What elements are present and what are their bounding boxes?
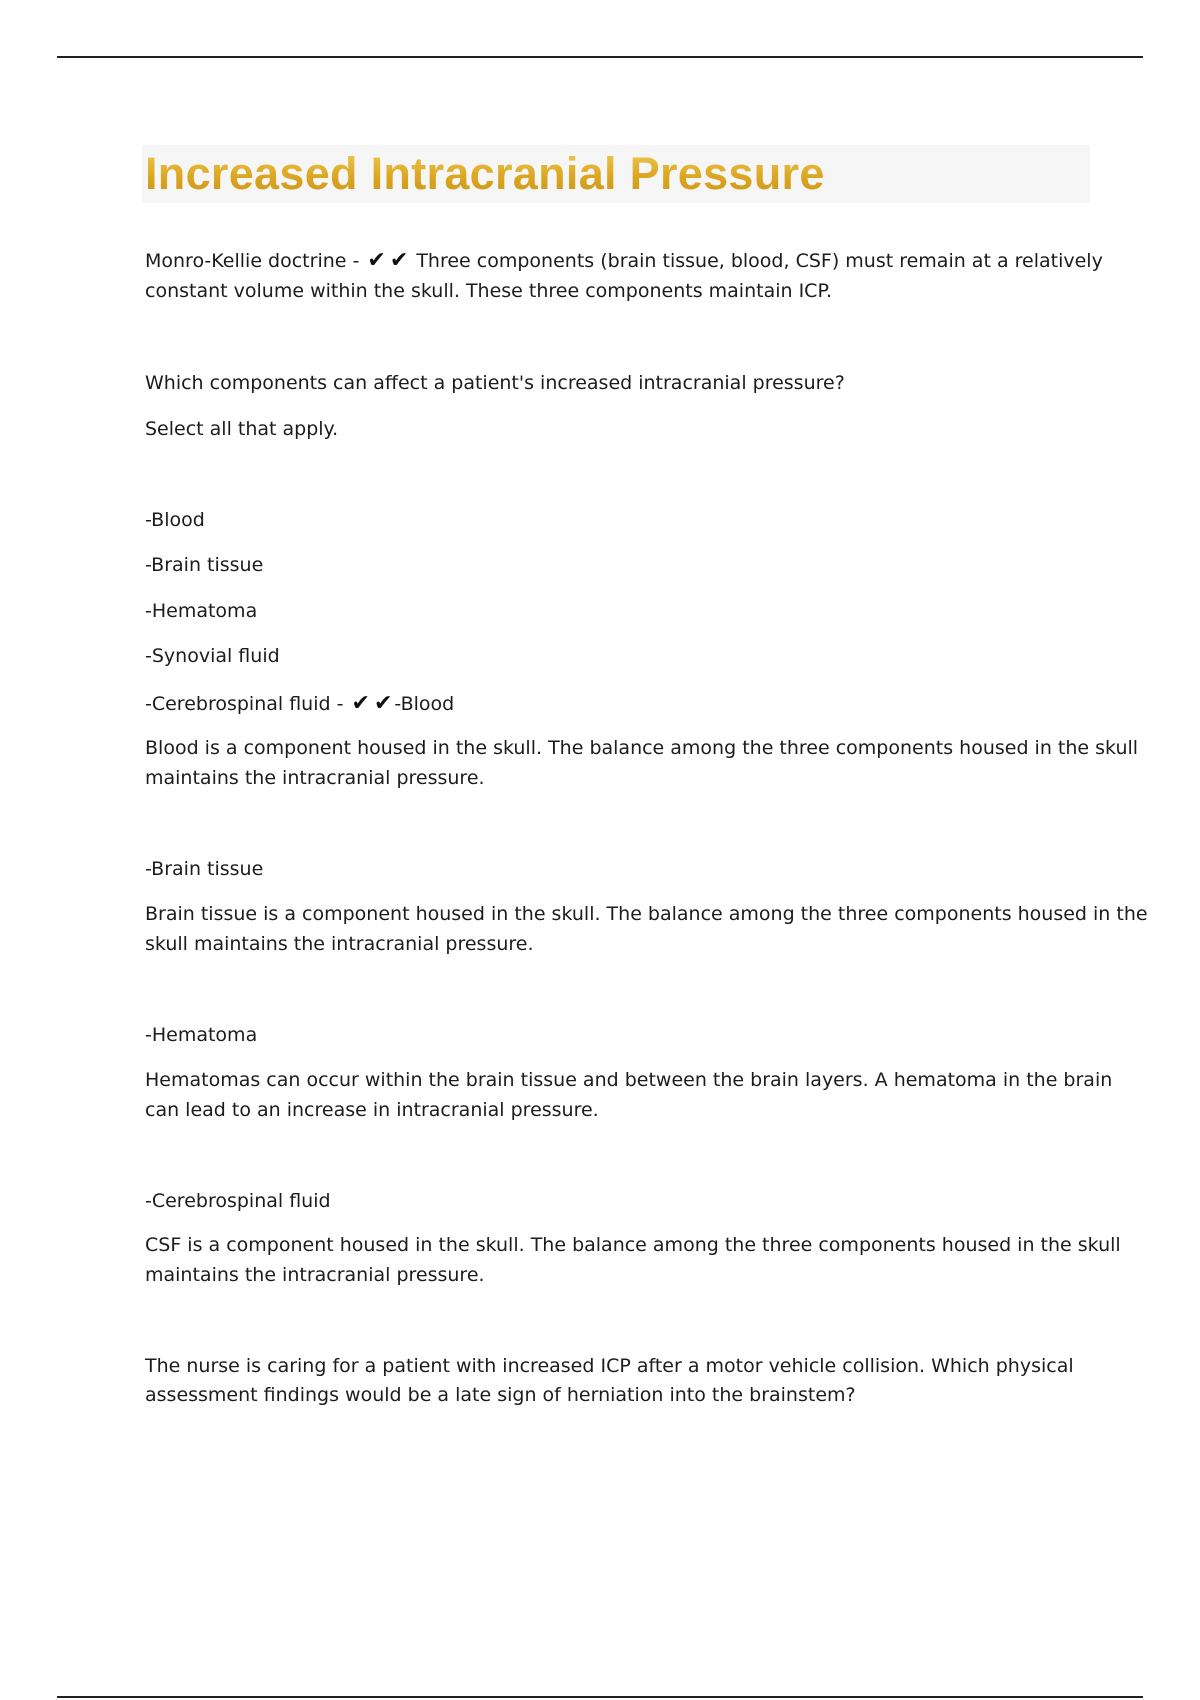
explanation-heading-hematoma: -Hematoma <box>145 1024 258 1046</box>
check-icon: ✔ <box>389 248 409 273</box>
explanation-heading-csf: -Cerebrospinal fluid <box>145 1190 331 1212</box>
option-cerebrospinal-fluid <box>145 689 1100 719</box>
answer-label: -Blood <box>394 693 455 715</box>
question-1-instruction: Select all that apply. <box>145 418 339 440</box>
explanation-csf-1: CSF is a component housed in the skull. The balance among the three components housed in the skull <box>145 1234 1121 1256</box>
page-title: Increased Intracranial Pressure <box>145 145 825 203</box>
monro-definition-2: constant volume within the skull. These three components maintain ICP. <box>145 280 832 302</box>
explanation-hematoma-2: can lead to an increase in intracranial pressure. <box>145 1099 599 1121</box>
explanation-hematoma-1: Hematomas can occur within the brain tissue and between the brain layers. A hematoma in the brain <box>145 1069 1113 1091</box>
monro-definition-1: Three components (brain tissue, blood, CSF) must remain at a relatively <box>416 250 1103 272</box>
option-hematoma: -Hematoma <box>145 600 258 622</box>
question-2-line-2: assessment findings would be a late sign of herniation into the brainstem? <box>145 1384 856 1406</box>
monro-term: Monro-Kellie doctrine - <box>145 250 360 272</box>
top-rule <box>57 56 1143 58</box>
option-blood: -Blood <box>145 509 205 531</box>
check-icon: ✔ <box>367 248 386 273</box>
explanation-brain-tissue-2: skull maintains the intracranial pressure. <box>145 933 534 955</box>
explanation-csf-2: maintains the intracranial pressure. <box>145 1264 485 1286</box>
option-cerebrospinal-label: -Cerebrospinal fluid - <box>145 693 344 715</box>
explanation-blood-2: maintains the intracranial pressure. <box>145 767 485 789</box>
bottom-rule <box>57 1696 1143 1698</box>
question-2-line-1: The nurse is caring for a patient with increased ICP after a motor vehicle collision. Which physical <box>145 1355 1074 1377</box>
question-1-text: Which components can affect a patient's increased intracranial pressure? <box>145 372 845 394</box>
explanation-blood-1: Blood is a component housed in the skull. The balance among the three components housed in the skull <box>145 737 1139 759</box>
option-brain-tissue: -Brain tissue <box>145 554 264 576</box>
explanation-brain-tissue-1: Brain tissue is a component housed in the skull. The balance among the three components housed in the <box>145 903 1148 925</box>
option-synovial-fluid: -Synovial fluid <box>145 645 280 667</box>
check-icon: ✔ <box>351 691 370 716</box>
check-icon: ✔ <box>373 691 393 716</box>
explanation-heading-brain-tissue: -Brain tissue <box>145 858 264 880</box>
monro-line-1 <box>145 246 1103 276</box>
